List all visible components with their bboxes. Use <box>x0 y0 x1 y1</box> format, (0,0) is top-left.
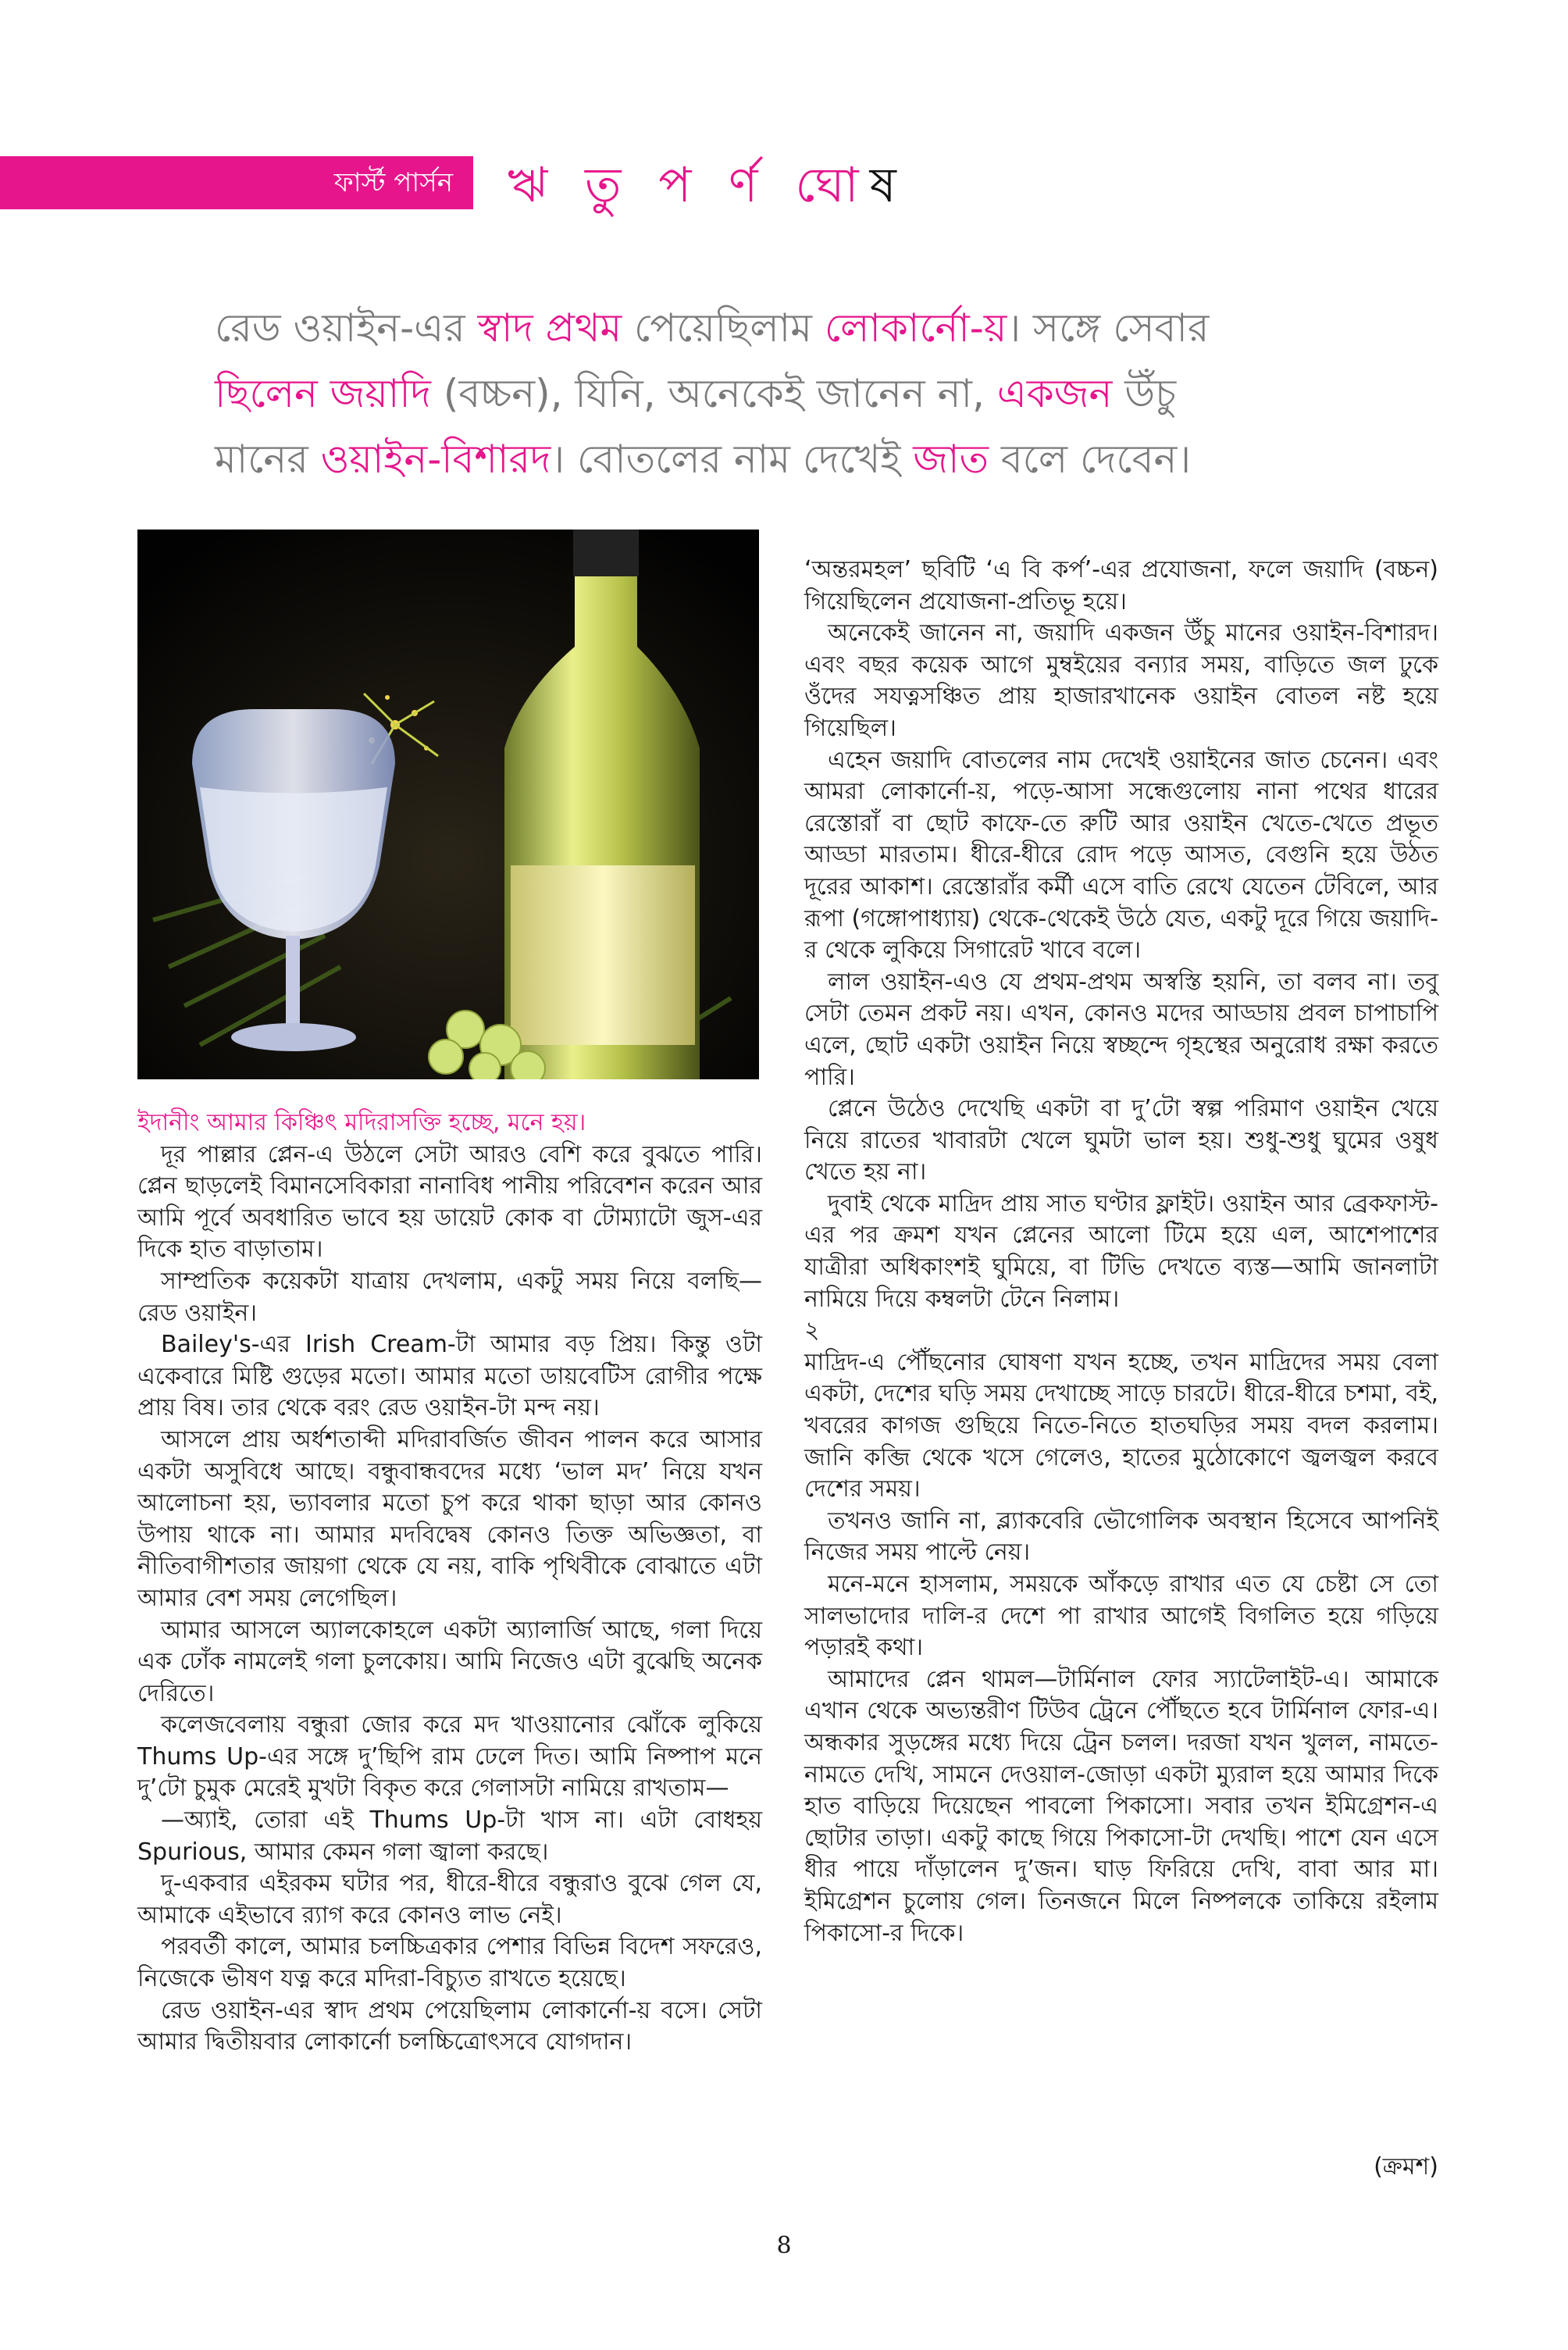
pull-quote <box>215 295 1433 492</box>
section-label: ফার্স্ট পার্সন <box>0 156 473 209</box>
wine-photo <box>137 530 759 1079</box>
paragraph: কলেজবেলায় বন্ধুরা জোর করে মদ খাওয়ানোর ঝোঁকে লুকিয়ে Thums Up-এর সঙ্গে দু’ছিপি রাম ঢেলে দিত। আমি নিষ্পাপ মনে দু’টো চুমুক মেরেই মুখটা বিকৃত করে গেলাসটা নামিয়ে রাখতাম— <box>137 1711 762 1803</box>
paragraph: আমাদের প্লেন থামল—টার্মিনাল ফোর স্যাটেলাইট-এ। আমাকে এখান থেকে অভ্যন্তরীণ টিউব ট্রেনে পৌঁছতে হবে টার্মিনাল ফোর-এ। অন্ধকার সুড়ঙ্গের মধ্যে দিয়ে ট্রেন চলল। দরজা যখন খুলল, নামতে-নামতে দেখি, সামনে দেওয়াল-জোড়া একটা ম্যুরাল হয়ে আমার দিকে হাত বাড়িয়ে দিয়েছেন পাবলো পিকাসো। সবার তখন ইমিগ্রেশন-এ ছোটার তাড়া। একটু কাছে গিয়ে পিকাসো-টা দেখছি। পাশে যেন এসে ধীর পায়ে দাঁড়ালেন দু’জন। ঘাড় ফিরিয়ে দেখি, বাবা আর মা। ইমিগ্রেশন চুলোয় গেল। তিনজনে মিলে নিষ্পলকে তাকিয়ে রইলাম পিকাসো-র দিকে। <box>804 1665 1438 1947</box>
pq-text: । বোতলের নাম দেখেই <box>551 437 914 482</box>
pq-highlight: লোকার্নো-য় <box>824 305 1007 351</box>
paragraph: সাম্প্রতিক কয়েকটা যাত্রায় দেখলাম, একটু সময় নিয়ে বলছি—রেড ওয়াইন। <box>137 1267 762 1327</box>
pq-highlight: ওয়াইন-বিশারদ <box>320 437 551 482</box>
pq-text: পেয়েছিলাম <box>622 305 825 351</box>
pq-highlight: একজন <box>996 371 1113 416</box>
paragraph: দুবাই থেকে মাদ্রিদ প্রায় সাত ঘণ্টার ফ্লাইট। ওয়াইন আর ব্রেকফাস্ট-এর পর ক্রমশ যখন প্লেনের আলো টিমে হয়ে এল, আশেপাশের যাত্রীরা অধিকাংশই ঘুমিয়ে, বা টিভি দেখতে ব্যস্ত—আমি জানলাটা নামিয়ে দিয়ে কম্বলটা টেনে নিলাম। <box>804 1189 1438 1313</box>
paragraph: তখনও জানি না, ব্ল্যাকবেরি ভৌগোলিক অবস্থান হিসেবে আপনিই নিজের সময় পাল্টে নেয়। <box>804 1507 1438 1567</box>
continued-marker: (ক্রমশ) <box>1374 2153 1438 2181</box>
pq-text: রেড ওয়াইন-এর <box>215 305 478 351</box>
pq-text: । সঙ্গে সেবার <box>1007 305 1210 351</box>
paragraph: পরবর্তী কালে, আমার চলচ্চিত্রকার পেশার বিভিন্ন বিদেশ সফরেও, নিজেকে ভীষণ যত্ন করে মদিরা-বিচ্যুত রাখতে হয়েছে। <box>137 1933 762 1993</box>
paragraph: দু-একবার এইরকম ঘটার পর, ধীরে-ধীরে বন্ধুরাও বুঝে গেল যে, আমাকে এইভাবে র‍্যাগ করে কোনও লাভ নেই। <box>137 1870 762 1929</box>
paragraph: আমার আসলে অ্যালকোহলে একটা অ্যালার্জি আছে, গলা দিয়ে এক ঢোঁক নামলেই গলা চুলকোয়। আমি নিজেও এটা বুঝেছি অনেক দেরিতে। <box>137 1616 762 1707</box>
pq-text: উঁচু <box>1112 371 1177 416</box>
paragraph: মাদ্রিদ-এ পৌঁছনোর ঘোষণা যখন হচ্ছে, তখন মাদ্রিদের সময় বেলা একটা, দেশের ঘড়ি সময় দেখাচ্ছে সাড়ে চারটে। ধীরে-ধীরে চশমা, বই, খবরের কাগজ গুছিয়ে নিতে-নিতে হাতঘড়ির সময় বদল করলাম। জানি কব্জি থেকে খসে গেলেও, হাতের মুঠোকোণে জ্বলজ্বল করবে দেশের সময়। <box>804 1348 1438 1503</box>
paragraph: ‘অন্তরমহল’ ছবিটি ‘এ বি কর্প’-এর প্রযোজনা, ফলে জয়াদি (বচ্চন) গিয়েছিলেন প্রযোজনা-প্রতিভূ হয়ে। <box>804 556 1438 615</box>
pq-text: মানের <box>215 437 321 482</box>
article-column-left <box>137 1107 762 2059</box>
author-name-part1: ঋ তু প র্ণ <box>508 156 769 213</box>
pull-quote-line-2 <box>215 361 1433 426</box>
page-number: 8 <box>776 2232 792 2259</box>
paragraph: রেড ওয়াইন-এর স্বাদ প্রথম পেয়েছিলাম লোকার্নো-য় বসে। সেটা আমার দ্বিতীয়বার লোকার্নো চলচ্চিত্রোৎসবে যোগদান। <box>137 1996 762 2056</box>
paragraph: অনেকেই জানেন না, জয়াদি একজন উঁচু মানের ওয়াইন-বিশারদ। এবং বছর কয়েক আগে মুম্বইয়ের বন্যার সময়, বাড়িতে জল ঢুকে ওঁদের সযত্নসঞ্চিত প্রায় হাজারখানেক ওয়াইন বোতল নষ্ট হয়ে গিয়েছিল। <box>804 619 1438 742</box>
pull-quote-line-3 <box>215 426 1433 492</box>
paragraph: মনে-মনে হাসলাম, সময়কে আঁকড়ে রাখার এত যে চেষ্টা সে তো সালভাদোর দালি-র দেশে পা রাখার আগেই বিগলিত হয়ে গড়িয়ে পড়ারই কথা। <box>804 1571 1438 1662</box>
article-column-right <box>804 555 1438 1949</box>
pq-highlight: জাত <box>913 437 989 482</box>
paragraph: প্লেনে উঠেও দেখেছি একটা বা দু’টো স্বল্প পরিমাণ ওয়াইন খেয়ে নিয়ে রাতের খাবারটা খেলে ঘুমটা ভাল হয়। শুধু-শুধু ঘুমের ওষুধ খেতে হয় না। <box>804 1095 1438 1186</box>
section-number: ২ <box>804 1317 820 1345</box>
paragraph: লাল ওয়াইন-এও যে প্রথম-প্রথম অস্বস্তি হয়নি, তা বলব না। তবু সেটা তেমন প্রকট নয়। এখন, কোনও মদের আড্ডায় প্রবল চাপাচাপি এলে, ছোট একটা ওয়াইন নিয়ে স্বচ্ছন্দে গৃহস্থের অনুরোধ রক্ষা করতে পারি। <box>804 968 1438 1091</box>
intro-line: ইদানীং আমার কিঞ্চিৎ মদিরাসক্তি হচ্ছে, মনে হয়। <box>137 1109 586 1136</box>
author-name-part2: ঘো <box>795 156 870 213</box>
pq-highlight: ছিলেন জয়াদি <box>215 371 431 416</box>
pq-highlight: স্বাদ প্রথম <box>477 305 622 351</box>
author-name-part3: ষ <box>869 156 907 213</box>
author-name <box>508 148 907 229</box>
paragraph: দূর পাল্লার প্লেন-এ উঠলে সেটা আরও বেশি করে বুঝতে পারি। প্লেন ছাড়লেই বিমানসেবিকারা নানাবিধ পানীয় পরিবেশন করেন আর আমি পূর্বে অবধারিত ভাবে হয় ডায়েট কোক বা টোম্যাটো জুস-এর দিকে হাত বাড়াতাম। <box>137 1140 762 1264</box>
wine-bottle-and-glass-illustration <box>137 530 759 1079</box>
paragraph: Bailey's-এর Irish Cream-টা আমার বড় প্রিয়। কিন্তু ওটা একেবারে মিষ্টি গুড়ের মতো। আমার মতো ডায়বেটিস রোগীর পক্ষে প্রায় বিষ। তার থেকে বরং রেড ওয়াইন-টা মন্দ নয়। <box>137 1331 762 1422</box>
pull-quote-line-1 <box>215 295 1433 361</box>
paragraph: —অ্যাই, তোরা এই Thums Up-টা খাস না। এটা বোধহয় Spurious, আমার কেমন গলা জ্বালা করছে। <box>137 1806 762 1866</box>
pq-text: বলে দেবেন। <box>989 437 1192 482</box>
paragraph: এহেন জয়াদি বোতলের নাম দেখেই ওয়াইনের জাত চেনেন। এবং আমরা লোকার্নো-য়, পড়ে-আসা সন্ধেগুলোয় নানা পথের ধারের রেস্তোরাঁ বা ছোট কাফে-তে রুটি আর ওয়াইন খেতে-খেতে প্রভূত আড্ডা মারতাম। ধীরে-ধীরে রোদ পড়ে আসত, বেগুনি হয়ে উঠত দূরের আকাশ। রেস্তোরাঁর কর্মী এসে বাতি রেখে যেতেন টেবিলে, আর রূপা (গঙ্গোপাধ্যায়) থেকে-থেকেই উঠে যেত, একটু দূরে গিয়ে জয়াদি-র থেকে লুকিয়ে সিগারেট খাবে বলে। <box>804 746 1438 965</box>
pq-text: (বচ্চন), যিনি, অনেকেই জানেন না, <box>430 371 997 416</box>
paragraph: আসলে প্রায় অর্ধশতাব্দী মদিরাবর্জিত জীবন পালন করে আসার একটা অসুবিধে আছে। বন্ধুবান্ধবদের মধ্যে ‘ভাল মদ’ নিয়ে যখন আলোচনা হয়, ভ্যাবলার মতো চুপ করে থাকা ছাড়া আর কোনও উপায় থাকে না। আমার মদবিদ্বেষ কোনও তিক্ত অভিজ্ঞতা, বা নীতিবাগীশতার জায়গা থেকে যে নয়, বাকি পৃথিবীকে বোঝাতে এটা আমার বেশ সময় লেগেছিল। <box>137 1425 762 1612</box>
